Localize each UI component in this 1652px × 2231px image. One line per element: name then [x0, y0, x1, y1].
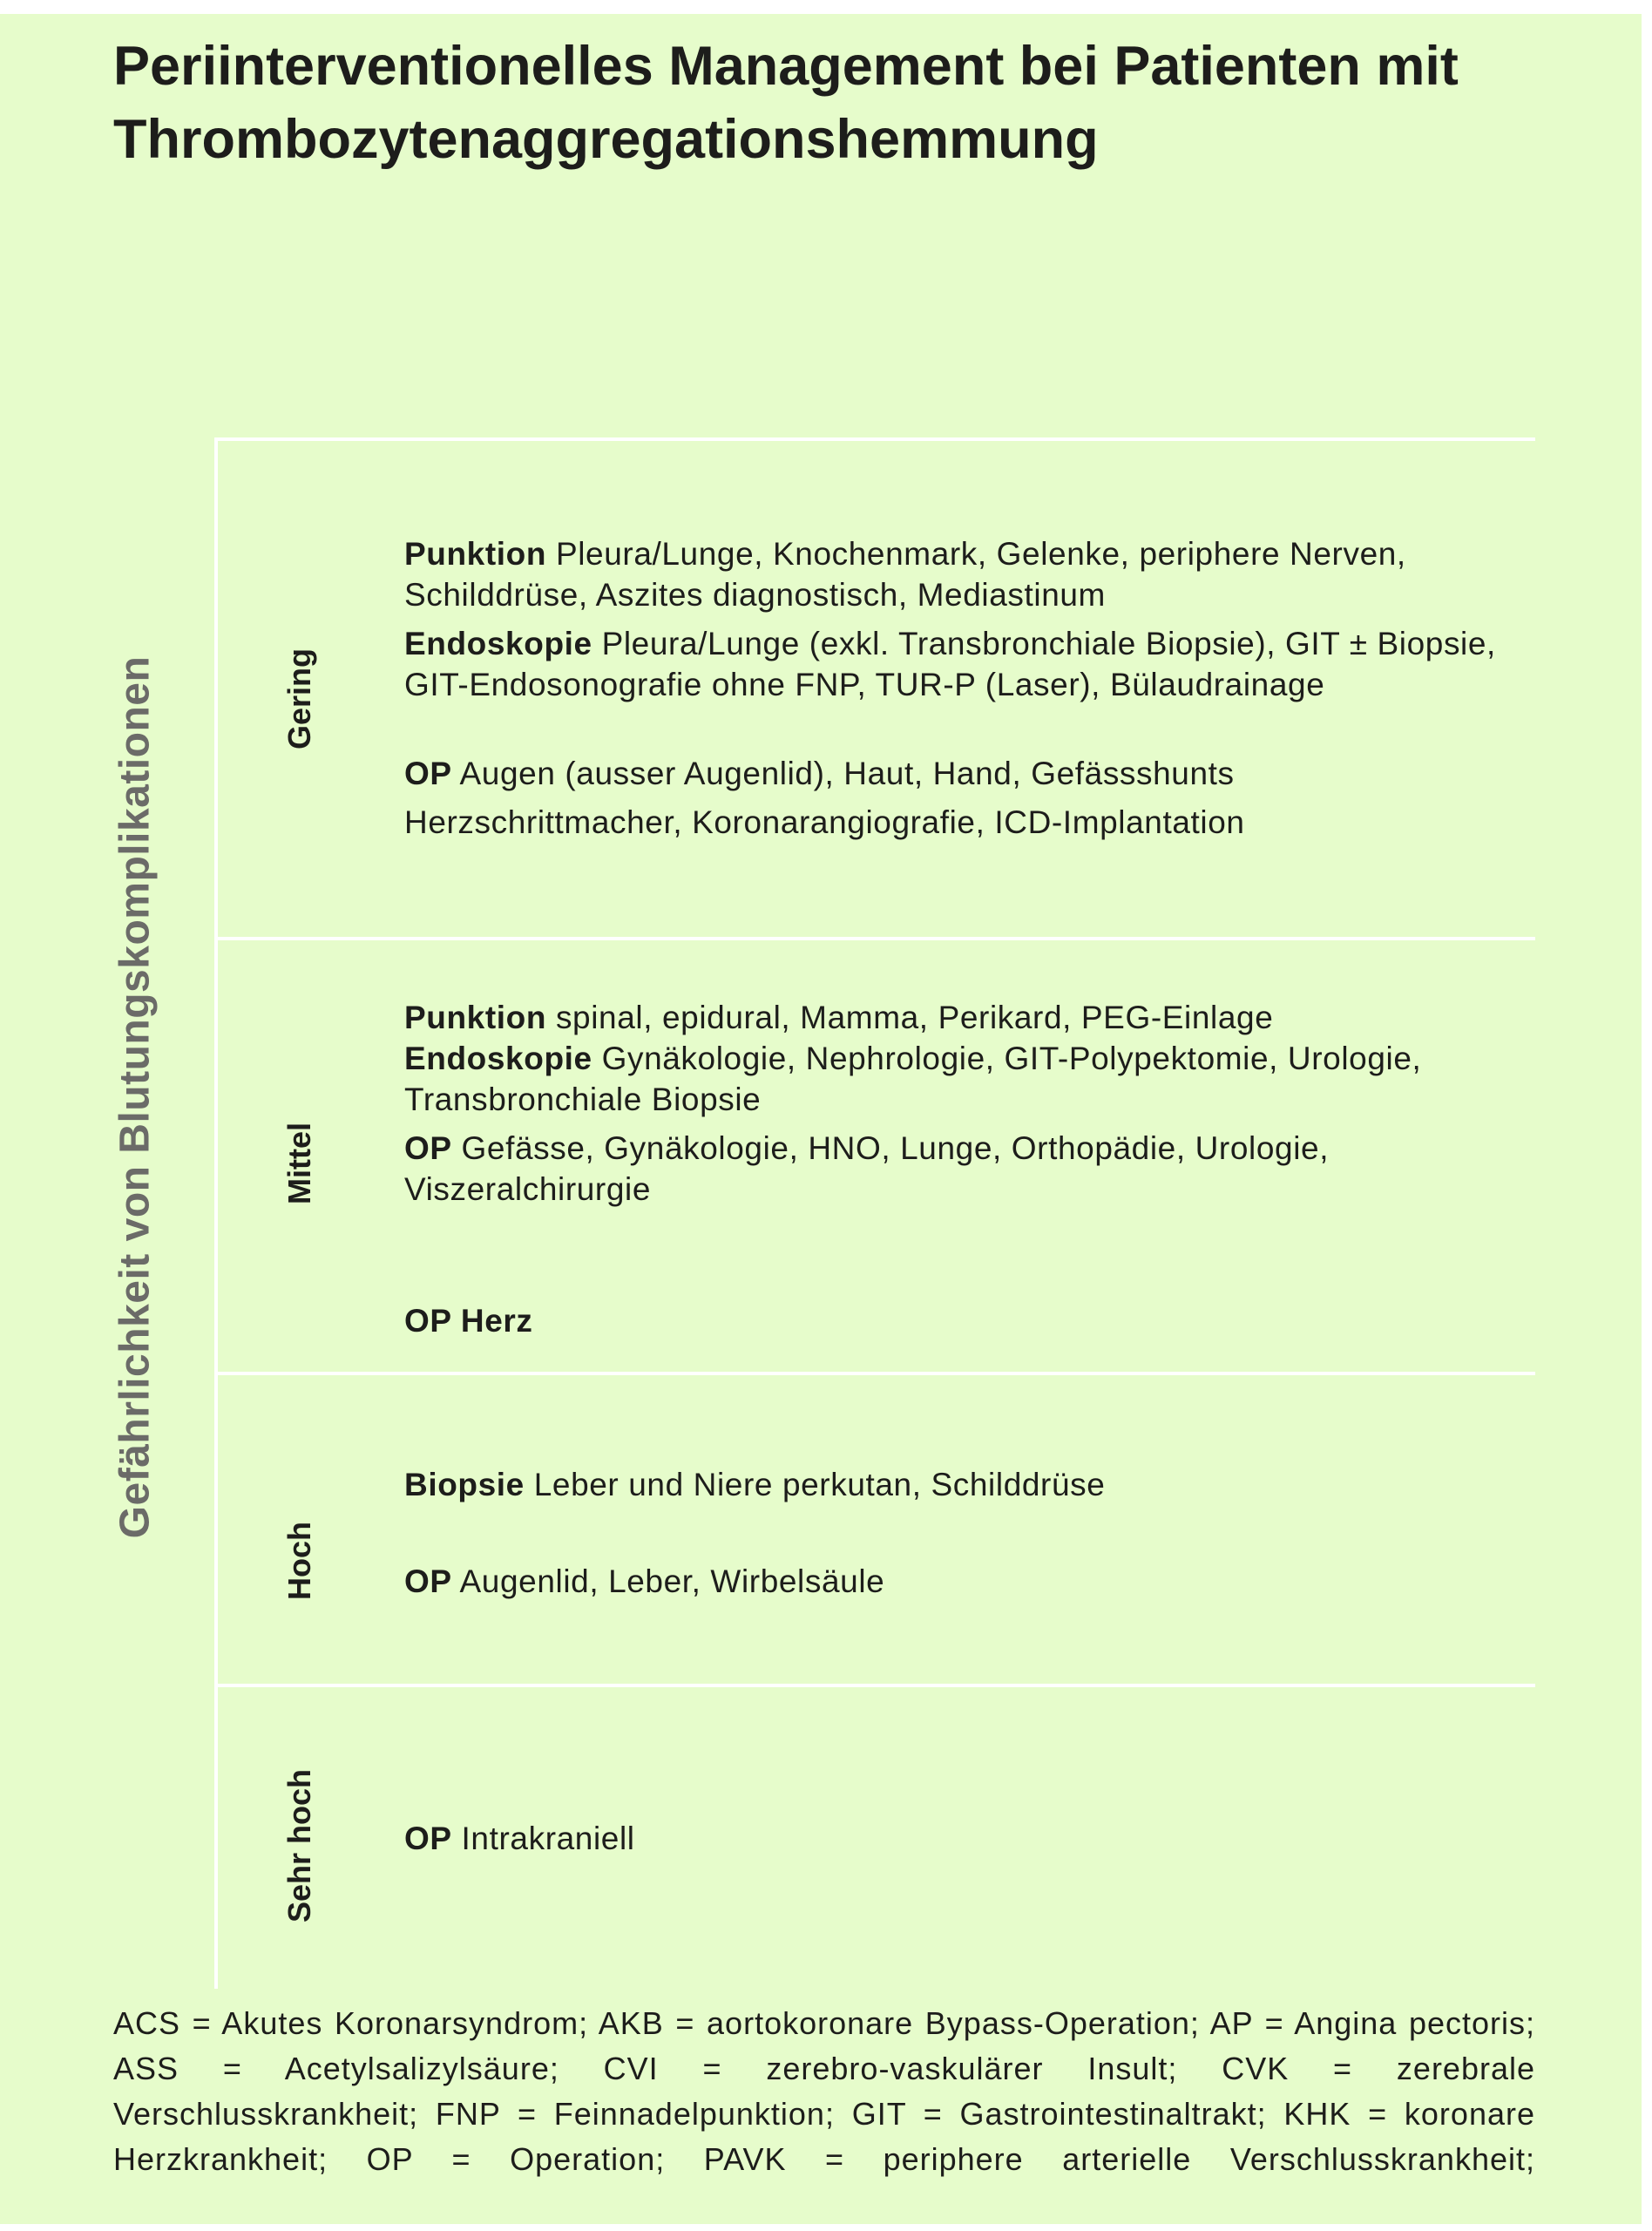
- entry-text: Augen (ausser Augenlid), Haut, Hand, Gefässshunts: [451, 756, 1235, 791]
- row-divider: [214, 1372, 1535, 1375]
- table-entry: [404, 1561, 1537, 1602]
- page-title: Periinterventionelles Management bei Patienten mit Thrombozytenaggregationshemmung: [113, 36, 1459, 170]
- row-divider: [214, 937, 1535, 940]
- entry-text: Pleura/Lunge, Knochenmark, Gelenke, periphere Nerven, Schilddrüse, Aszites diagnostisch, Mediastinum: [404, 536, 1406, 613]
- entry-keyword: OP: [404, 756, 452, 791]
- entry-text: Leber und Niere perkutan, Schilddrüse: [524, 1467, 1106, 1502]
- table-entry: [404, 997, 1537, 1038]
- abbreviations-footnote: ACS = Akutes Koronarsyndrom; AKB = aortokoronare Bypass-Operation; AP = Angina pectoris; ASS = Acetylsalizylsäure; CVI = zerebro-vaskulärer Insult; CVK = zerebrale Verschlusskrankheit; FNP = Feinnadelpunktion; GIT = Gastrointestinaltrakt; KHK = koronare Herzkrankheit; OP = Operation; PAVK = periphere arterielle Verschlusskrankheit;: [113, 2005, 1535, 2177]
- entry-keyword: Punktion: [404, 1000, 547, 1035]
- document-page: [0, 14, 1642, 2224]
- table-entry: [404, 1128, 1537, 1210]
- entry-text: Herzschrittmacher, Koronarangiografie, ICD-Implantation: [404, 804, 1245, 840]
- entry-keyword: Endoskopie: [404, 1041, 592, 1076]
- table-entry: [404, 623, 1537, 705]
- row-label-hoch: Hoch: [281, 1522, 317, 1600]
- table-entry: [404, 753, 1537, 794]
- entry-text: Augenlid, Leber, Wirbelsäule: [451, 1563, 885, 1599]
- entry-keyword: OP: [404, 1130, 452, 1166]
- row-label-mittel: Mittel: [281, 1122, 317, 1204]
- table-left-rule: [214, 437, 218, 1989]
- entry-text: Gefässe, Gynäkologie, HNO, Lunge, Orthopädie, Urologie, Viszeralchirurgie: [404, 1130, 1330, 1207]
- row-label-gering: Gering: [281, 648, 317, 750]
- table-entry: [404, 1464, 1537, 1505]
- table-entry: [404, 533, 1537, 615]
- table-entry: [404, 1818, 1537, 1859]
- entry-text: Gynäkologie, Nephrologie, GIT-Polypektomie, Urologie, Transbronchiale Biopsie: [404, 1041, 1422, 1117]
- entry-keyword: Punktion: [404, 536, 547, 572]
- entry-keyword: OP Herz: [404, 1303, 533, 1339]
- row-divider: [214, 1684, 1535, 1687]
- entry-keyword: Endoskopie: [404, 626, 592, 661]
- table-entry: [404, 1300, 1537, 1341]
- entry-keyword: OP: [404, 1821, 452, 1856]
- entry-text: Intrakraniell: [451, 1821, 635, 1856]
- table-top-rule: [214, 437, 1535, 441]
- table-entry: [404, 802, 1537, 843]
- entry-keyword: Biopsie: [404, 1467, 525, 1502]
- table-entry: [404, 1038, 1537, 1120]
- entry-keyword: OP: [404, 1563, 452, 1599]
- entry-text: spinal, epidural, Mamma, Perikard, PEG-Einlage: [546, 1000, 1274, 1035]
- axis-title: Gefährlichkeit von Blutungskomplikationen: [112, 655, 159, 1539]
- row-label-sehr-hoch: Sehr hoch: [281, 1768, 317, 1923]
- entry-text: Pleura/Lunge (exkl. Transbronchiale Biopsie), GIT ± Biopsie, GIT-Endosonografie ohne FNP, TUR-P (Laser), Bülaudrainage: [404, 626, 1496, 702]
